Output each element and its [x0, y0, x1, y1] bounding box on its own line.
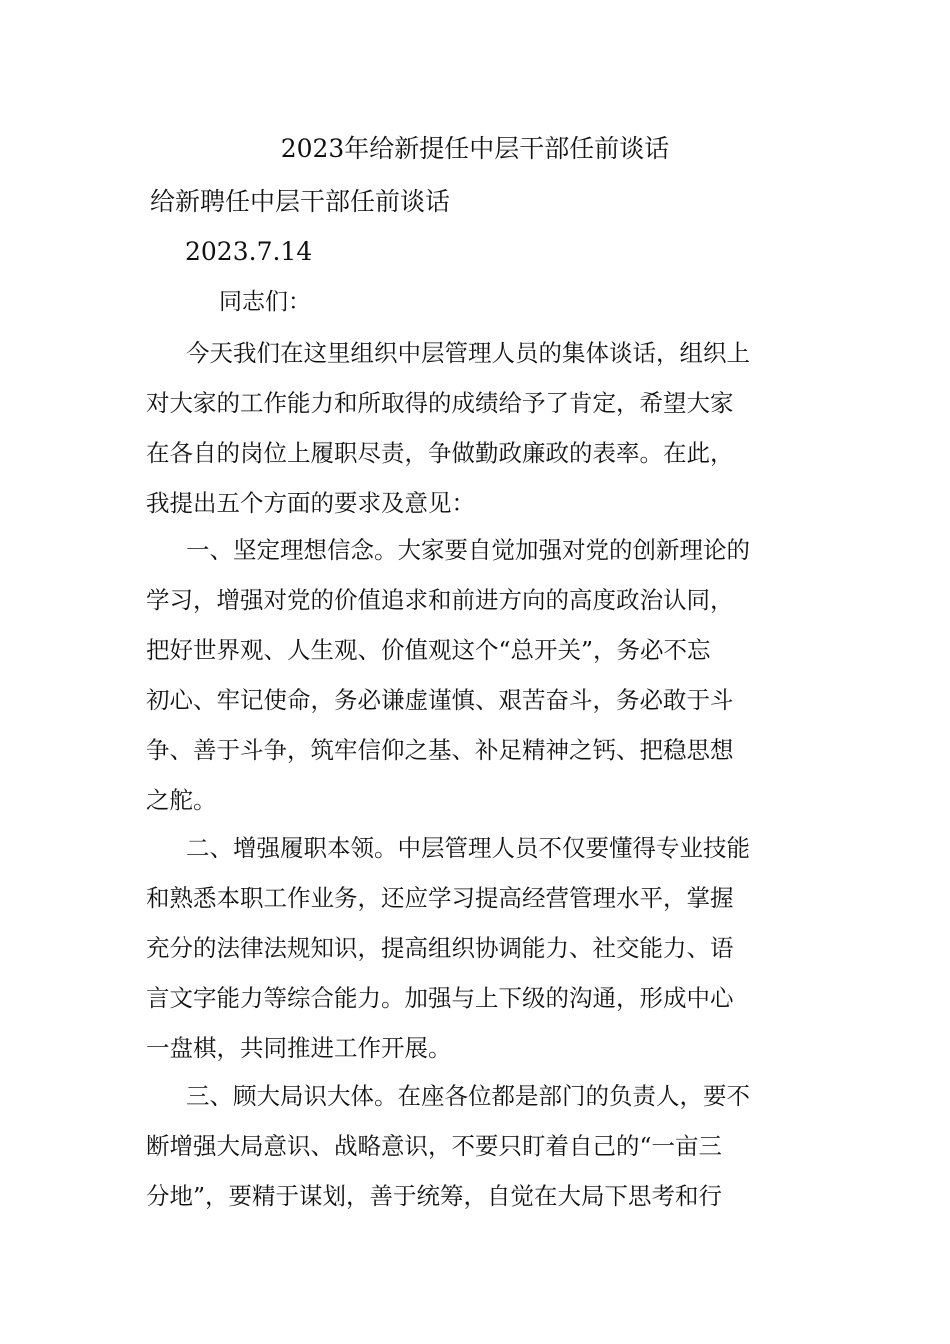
- paragraph-line: 断增强大局意识、战略意识，不要只盯着自己的“一亩三: [146, 1132, 723, 1160]
- document-date: 2023.7.14: [185, 237, 313, 266]
- paragraph-line: 分地”，要精于谋划，善于统筹，自觉在大局下思考和行: [146, 1182, 723, 1210]
- paragraph-line: 三、顾大局识大体。在座各位都是部门的负责人，要不: [186, 1082, 750, 1110]
- document-subtitle: 给新聘任中层干部任前谈话: [150, 187, 451, 216]
- document-title: 2023年给新提任中层干部任前谈话: [280, 134, 670, 163]
- paragraph-line: 一、坚定理想信念。大家要自觉加强对党的创新理论的: [186, 536, 750, 564]
- salutation: 同志们：: [219, 289, 311, 315]
- paragraph-line: 言文字能力等综合能力。加强与上下级的沟通，形成中心: [146, 984, 734, 1012]
- paragraph-line: 初心、牢记使命，务必谦虚谨慎、艰苦奋斗，务必敢于斗: [146, 686, 734, 714]
- paragraph-line: 二、增强履职本领。中层管理人员不仅要懂得专业技能: [186, 834, 750, 862]
- paragraph-line: 把好世界观、人生观、价值观这个“总开关”，务必不忘: [146, 636, 711, 664]
- paragraph-line: 争、善于斗争，筑牢信仰之基、补足精神之钙、把稳思想: [146, 736, 734, 764]
- paragraph-line: 和熟悉本职工作业务，还应学习提高经营管理水平，掌握: [146, 884, 734, 912]
- paragraph-line: 之舵。: [146, 786, 217, 814]
- paragraph-line: 在各自的岗位上履职尽责，争做勤政廉政的表率。在此，: [146, 439, 734, 467]
- paragraph-line: 学习，增强对党的价值追求和前进方向的高度政治认同，: [146, 586, 734, 614]
- paragraph-line: 对大家的工作能力和所取得的成绩给予了肯定，希望大家: [146, 389, 734, 417]
- paragraph-line: 一盘棋，共同推进工作开展。: [146, 1034, 452, 1062]
- paragraph-line: 今天我们在这里组织中层管理人员的集体谈话，组织上: [186, 339, 750, 367]
- paragraph-line: 我提出五个方面的要求及意见：: [146, 489, 475, 517]
- paragraph-line: 充分的法律法规知识，提高组织协调能力、社交能力、语: [146, 934, 734, 962]
